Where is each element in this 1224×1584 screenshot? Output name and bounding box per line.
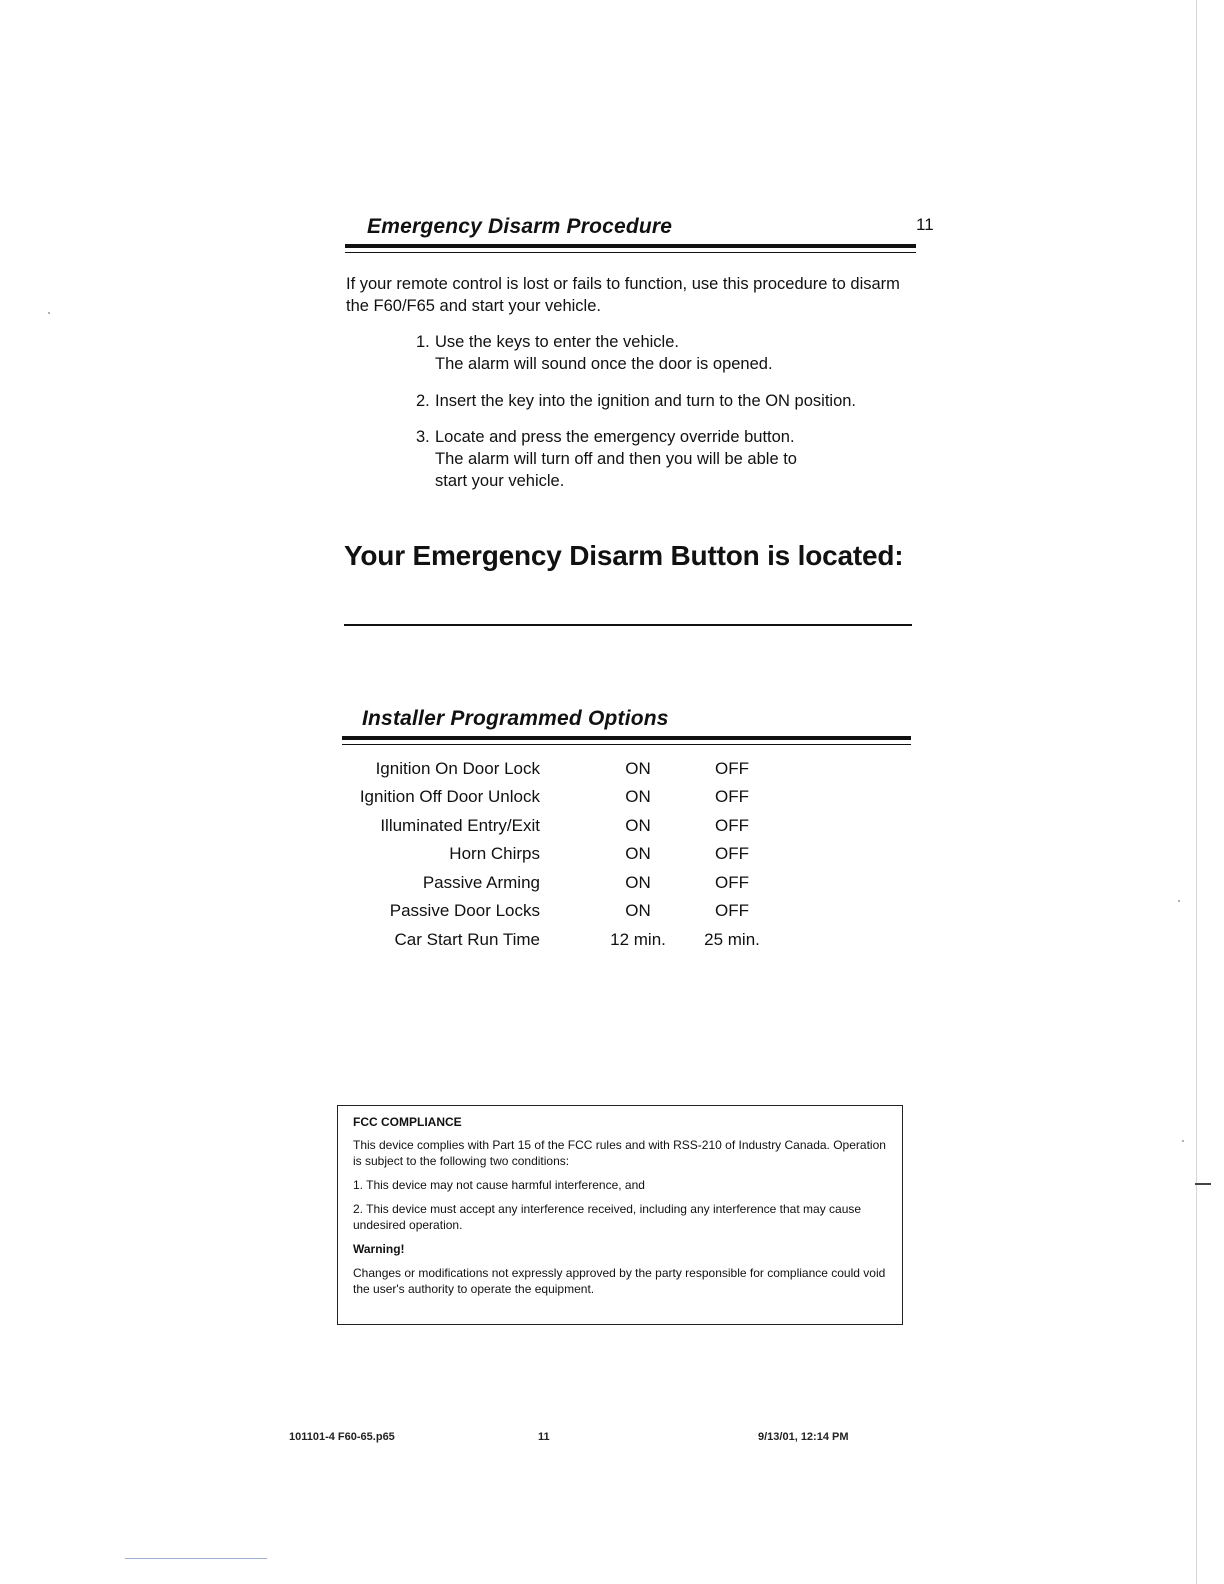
option-on-value: ON bbox=[625, 759, 651, 778]
footer-filename: 101101-4 F60-65.p65 bbox=[289, 1431, 395, 1443]
table-row bbox=[340, 759, 780, 785]
options-rule-thick bbox=[342, 736, 911, 740]
table-row bbox=[340, 901, 780, 927]
option-off-value: OFF bbox=[715, 844, 749, 863]
step-number: 3. bbox=[416, 428, 430, 446]
disarm-location-heading: Your Emergency Disarm Button is located: bbox=[344, 540, 904, 571]
option-label: Passive Door Locks bbox=[389, 901, 540, 920]
list-item bbox=[416, 331, 916, 375]
option-off-value: OFF bbox=[715, 787, 749, 806]
page-number: 11 bbox=[916, 215, 934, 234]
option-label: Ignition Off Door Unlock bbox=[359, 787, 540, 806]
option-label: Passive Arming bbox=[422, 873, 540, 892]
options-rule-thin bbox=[342, 744, 911, 745]
option-on-value: ON bbox=[625, 787, 651, 806]
fcc-condition-1: 1. This device may not cause harmful interference, and bbox=[353, 1178, 645, 1192]
fcc-paragraph: This device complies with Part 15 of the FCC rules and with RSS-210 of Industry Canada. Operation is subject to the following two conditions: bbox=[353, 1138, 886, 1168]
footer-page-number: 11 bbox=[538, 1431, 550, 1443]
option-off-value: OFF bbox=[715, 759, 749, 778]
list-item bbox=[416, 390, 916, 412]
section-title-emergency: Emergency Disarm Procedure bbox=[367, 215, 673, 238]
scan-edge-mark bbox=[1195, 1183, 1211, 1185]
scan-speck bbox=[1178, 900, 1180, 902]
table-row bbox=[340, 873, 780, 899]
option-label: Ignition On Door Lock bbox=[375, 759, 540, 778]
scan-edge-line bbox=[1196, 0, 1197, 1584]
step-text: Locate and press the emergency override button. The alarm will turn off and then you will be able to start your vehicle. bbox=[435, 428, 797, 490]
step-text: Use the keys to enter the vehicle. The alarm will sound once the door is opened. bbox=[435, 333, 773, 373]
fcc-warning-label: Warning! bbox=[353, 1242, 405, 1256]
step-number: 2. bbox=[416, 392, 430, 410]
fcc-title: FCC COMPLIANCE bbox=[353, 1115, 462, 1129]
footer-datetime: 9/13/01, 12:14 PM bbox=[758, 1431, 849, 1443]
fcc-compliance-box bbox=[337, 1105, 903, 1325]
option-off-value: OFF bbox=[715, 873, 749, 892]
option-on-value: ON bbox=[625, 844, 651, 863]
section-title-options: Installer Programmed Options bbox=[362, 707, 669, 730]
header-rule-thin bbox=[345, 252, 916, 253]
disarm-location-blank-line bbox=[344, 624, 912, 626]
option-label: Illuminated Entry/Exit bbox=[380, 816, 540, 835]
option-on-value: ON bbox=[625, 901, 651, 920]
header-rule-thick bbox=[345, 244, 916, 248]
option-off-value: OFF bbox=[715, 901, 749, 920]
option-on-value: ON bbox=[625, 873, 651, 892]
intro-paragraph: If your remote control is lost or fails to function, use this procedure to disarm the F60/F65 and start your vehicle. bbox=[346, 275, 900, 315]
option-label: Car Start Run Time bbox=[394, 930, 540, 949]
scan-speck bbox=[1182, 1140, 1184, 1142]
option-label: Horn Chirps bbox=[449, 844, 540, 863]
option-on-value: 12 min. bbox=[610, 930, 666, 949]
table-row bbox=[340, 930, 780, 956]
table-row bbox=[340, 816, 780, 842]
option-on-value: ON bbox=[625, 816, 651, 835]
table-row bbox=[340, 787, 780, 813]
option-off-value: 25 min. bbox=[704, 930, 760, 949]
scan-bottom-line bbox=[125, 1558, 267, 1559]
list-item bbox=[416, 426, 916, 492]
fcc-warning-text: Changes or modifications not expressly approved by the party responsible for compliance could void the user's authority to operate the equipment. bbox=[353, 1266, 886, 1296]
step-number: 1. bbox=[416, 333, 430, 351]
table-row bbox=[340, 844, 780, 870]
scan-speck bbox=[48, 312, 50, 314]
option-off-value: OFF bbox=[715, 816, 749, 835]
step-text: Insert the key into the ignition and turn to the ON position. bbox=[435, 392, 856, 410]
fcc-condition-2: 2. This device must accept any interference received, including any interference that may cause undesired operation. bbox=[353, 1202, 862, 1232]
